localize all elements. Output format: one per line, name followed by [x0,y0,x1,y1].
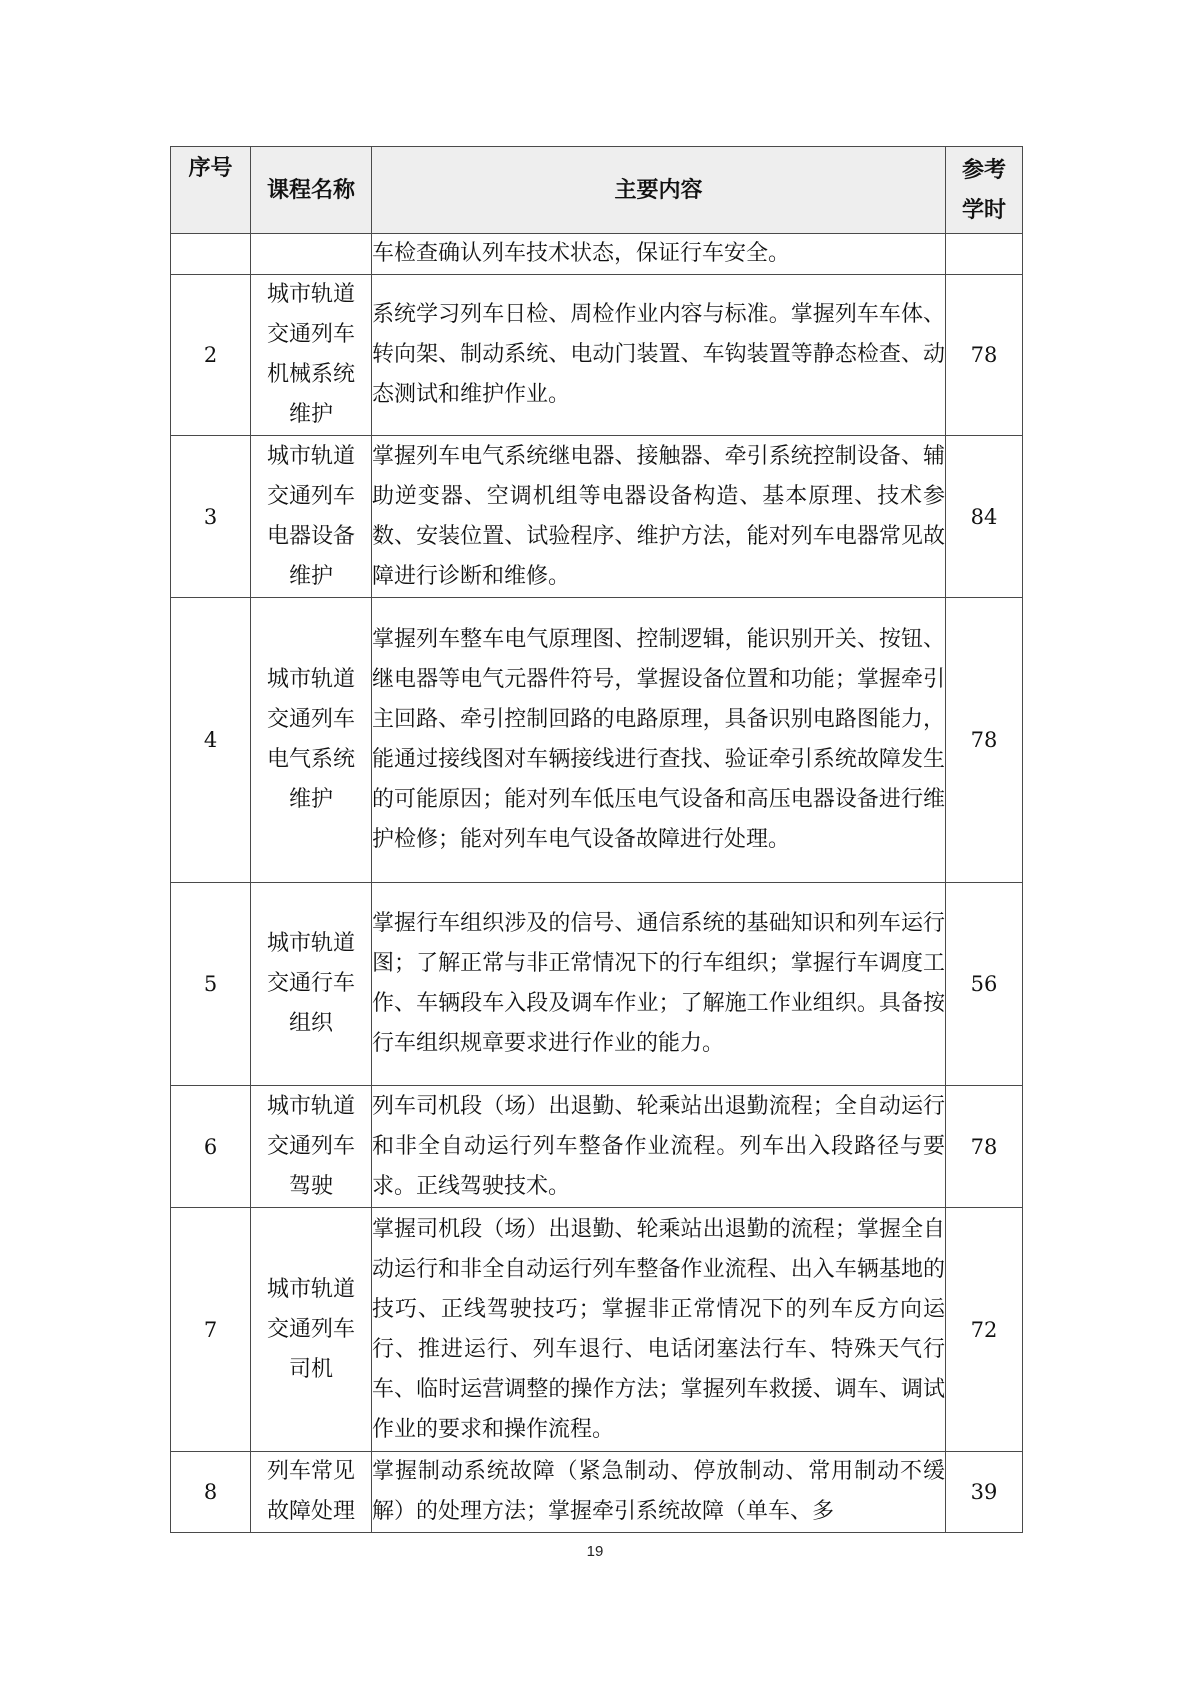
course-name-line: 驾驶 [288,1173,333,1199]
course-hours: 56 [946,883,1023,1086]
course-name [251,1086,372,1208]
table-row [171,234,1023,275]
course-table [170,146,1023,1533]
header-reference-hours [946,147,1023,234]
course-name-line: 城市轨道 [266,1276,355,1302]
course-name [251,234,372,275]
header-main-content: 主要内容 [372,147,946,234]
table-row [171,436,1023,598]
table-row [171,1208,1023,1452]
course-name-line: 城市轨道 [266,1093,355,1119]
course-content: 掌握列车电气系统继电器、接触器、牵引系统控制设备、辅助逆变器、空调机组等电器设备构造、基本原理、技术参数、安装位置、试验程序、维护方法，能对列车电器常见故障进行诊断和维修。 [372,436,946,598]
row-number: 5 [171,883,251,1086]
table-row [171,598,1023,883]
course-name-line: 交通列车 [266,1316,355,1342]
course-name-line: 城市轨道 [266,931,355,956]
course-hours [946,234,1023,275]
course-content: 系统学习列车日检、周检作业内容与标准。掌握列车车体、转向架、制动系统、电动门装置、车钩装置等静态检查、动态测试和维护作业。 [372,275,946,436]
course-name-line: 城市轨道 [266,282,355,307]
course-hours: 78 [946,275,1023,436]
course-hours: 78 [946,598,1023,883]
course-hours: 72 [946,1208,1023,1452]
course-name [251,1208,372,1452]
course-name-line: 电器设备 [266,523,355,549]
row-number [171,234,251,275]
course-name [251,1452,372,1533]
row-number: 7 [171,1208,251,1452]
header-hours-line1: 参考 [961,157,1006,183]
table-row [171,1452,1023,1533]
course-name-line: 机械系统 [266,362,355,387]
course-content: 车检查确认列车技术状态，保证行车安全。 [372,234,946,275]
table-body [171,234,1023,1533]
header-hours-line2: 学时 [961,197,1006,223]
course-hours: 39 [946,1452,1023,1533]
course-content: 掌握制动系统故障（紧急制动、停放制动、常用制动不缓解）的处理方法；掌握牵引系统故障（单车、多 [372,1452,946,1533]
course-hours: 78 [946,1086,1023,1208]
course-content: 掌握行车组织涉及的信号、通信系统的基础知识和列车运行图；了解正常与非正常情况下的行车组织；掌握行车调度工作、车辆段车入段及调车作业；了解施工作业组织。具备按行车组织规章要求进行作业的能力。 [372,883,946,1086]
table-row [171,275,1023,436]
course-content: 列车司机段（场）出退勤、轮乘站出退勤流程；全自动运行和非全自动运行列车整备作业流程。列车出入段路径与要求。正线驾驶技术。 [372,1086,946,1208]
course-name [251,436,372,598]
course-name-line: 交通列车 [266,322,355,347]
row-number: 4 [171,598,251,883]
course-name-line: 城市轨道 [266,443,355,469]
header-course-name: 课程名称 [251,147,372,234]
course-name-line: 城市轨道 [266,667,355,692]
course-name-line: 交通列车 [266,707,355,732]
table-header [171,147,1023,234]
course-name-line: 维护 [288,787,333,812]
course-name-line: 维护 [288,563,333,589]
course-name-line: 组织 [288,1011,333,1036]
table-row [171,1086,1023,1208]
course-name-line: 维护 [288,402,333,427]
row-number: 6 [171,1086,251,1208]
page-number: 19 [586,1543,604,1560]
course-name [251,883,372,1086]
row-number: 2 [171,275,251,436]
row-number: 8 [171,1452,251,1533]
course-name-line: 司机 [288,1356,333,1382]
course-name-line: 交通列车 [266,1133,355,1159]
table-row [171,883,1023,1086]
course-content: 掌握列车整车电气原理图、控制逻辑，能识别开关、按钮、继电器等电气元器件符号，掌握设备位置和功能；掌握牵引主回路、牵引控制回路的电路原理，具备识别电路图能力，能通过接线图对车辆接线进行查找、验证牵引系统故障发生的可能原因；能对列车低压电气设备和高压电器设备进行维护检修；能对列车电气设备故障进行处理。 [372,598,946,883]
header-no: 序号 [171,147,251,234]
course-name-line: 故障处理 [266,1499,355,1524]
row-number: 3 [171,436,251,598]
course-name-line: 交通列车 [266,483,355,509]
course-name-line: 列车常见 [266,1459,355,1484]
course-hours: 84 [946,436,1023,598]
course-name-line: 交通行车 [266,971,355,996]
course-name [251,598,372,883]
course-content: 掌握司机段（场）出退勤、轮乘站出退勤的流程；掌握全自动运行和非全自动运行列车整备作业流程、出入车辆基地的技巧、正线驾驶技巧；掌握非正常情况下的列车反方向运行、推进运行、列车退行、电话闭塞法行车、特殊天气行车、临时运营调整的操作方法；掌握列车救援、调车、调试作业的要求和操作流程。 [372,1208,946,1452]
course-name-line: 电气系统 [266,747,355,772]
course-name [251,275,372,436]
header-row [171,147,1023,234]
